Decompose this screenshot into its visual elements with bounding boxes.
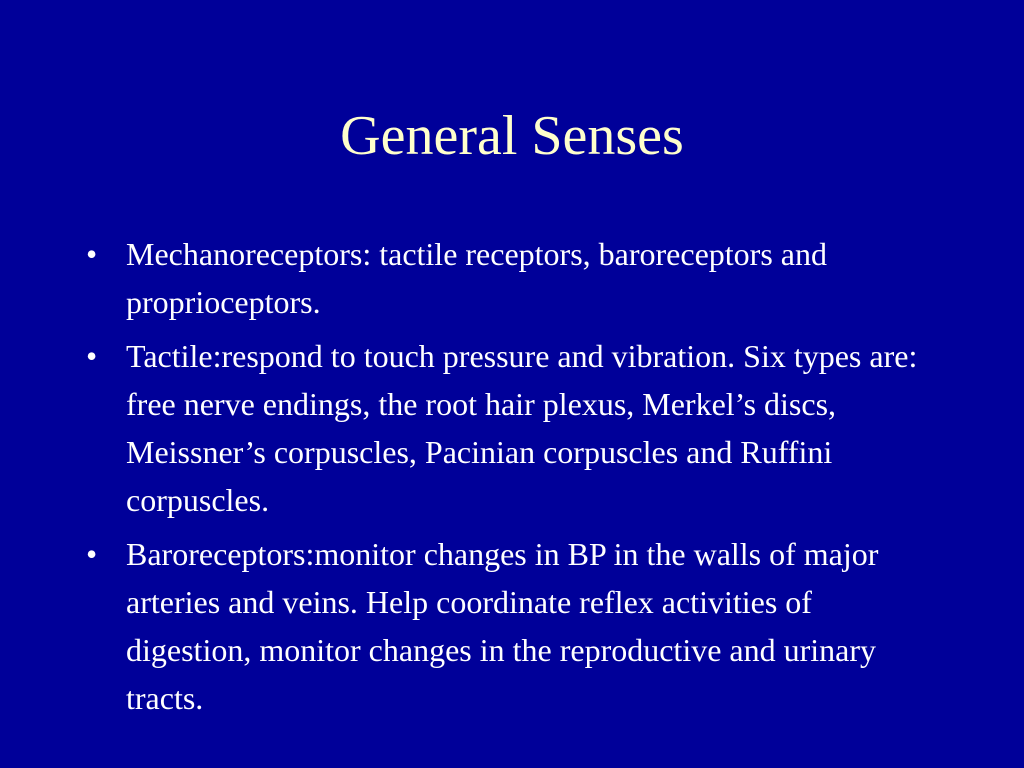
bullet-list [86,230,936,728]
bullet-item-baroreceptors [86,530,936,722]
bullet-text: Baroreceptors:monitor changes in BP in the walls of major arteries and veins. Help coordinate reflex activities of digestion, monitor changes in the reproductive and urinary tracts. [126,536,879,716]
bullet-text: Tactile:respond to touch pressure and vibration. Six types are: free nerve endings, the root hair plexus, Merkel’s discs, Meissner’s corpuscles, Pacinian corpuscles and Ruffini corpuscles. [126,338,918,518]
bullet-text: Mechanoreceptors: tactile receptors, baroreceptors and proprioceptors. [126,236,827,320]
bullet-item-tactile [86,332,936,524]
bullet-item-mechanoreceptors [86,230,936,326]
slide-title: General Senses [340,105,684,167]
bullet-marker: • [86,536,98,572]
bullet-marker: • [86,236,98,272]
bullet-marker: • [86,338,98,374]
